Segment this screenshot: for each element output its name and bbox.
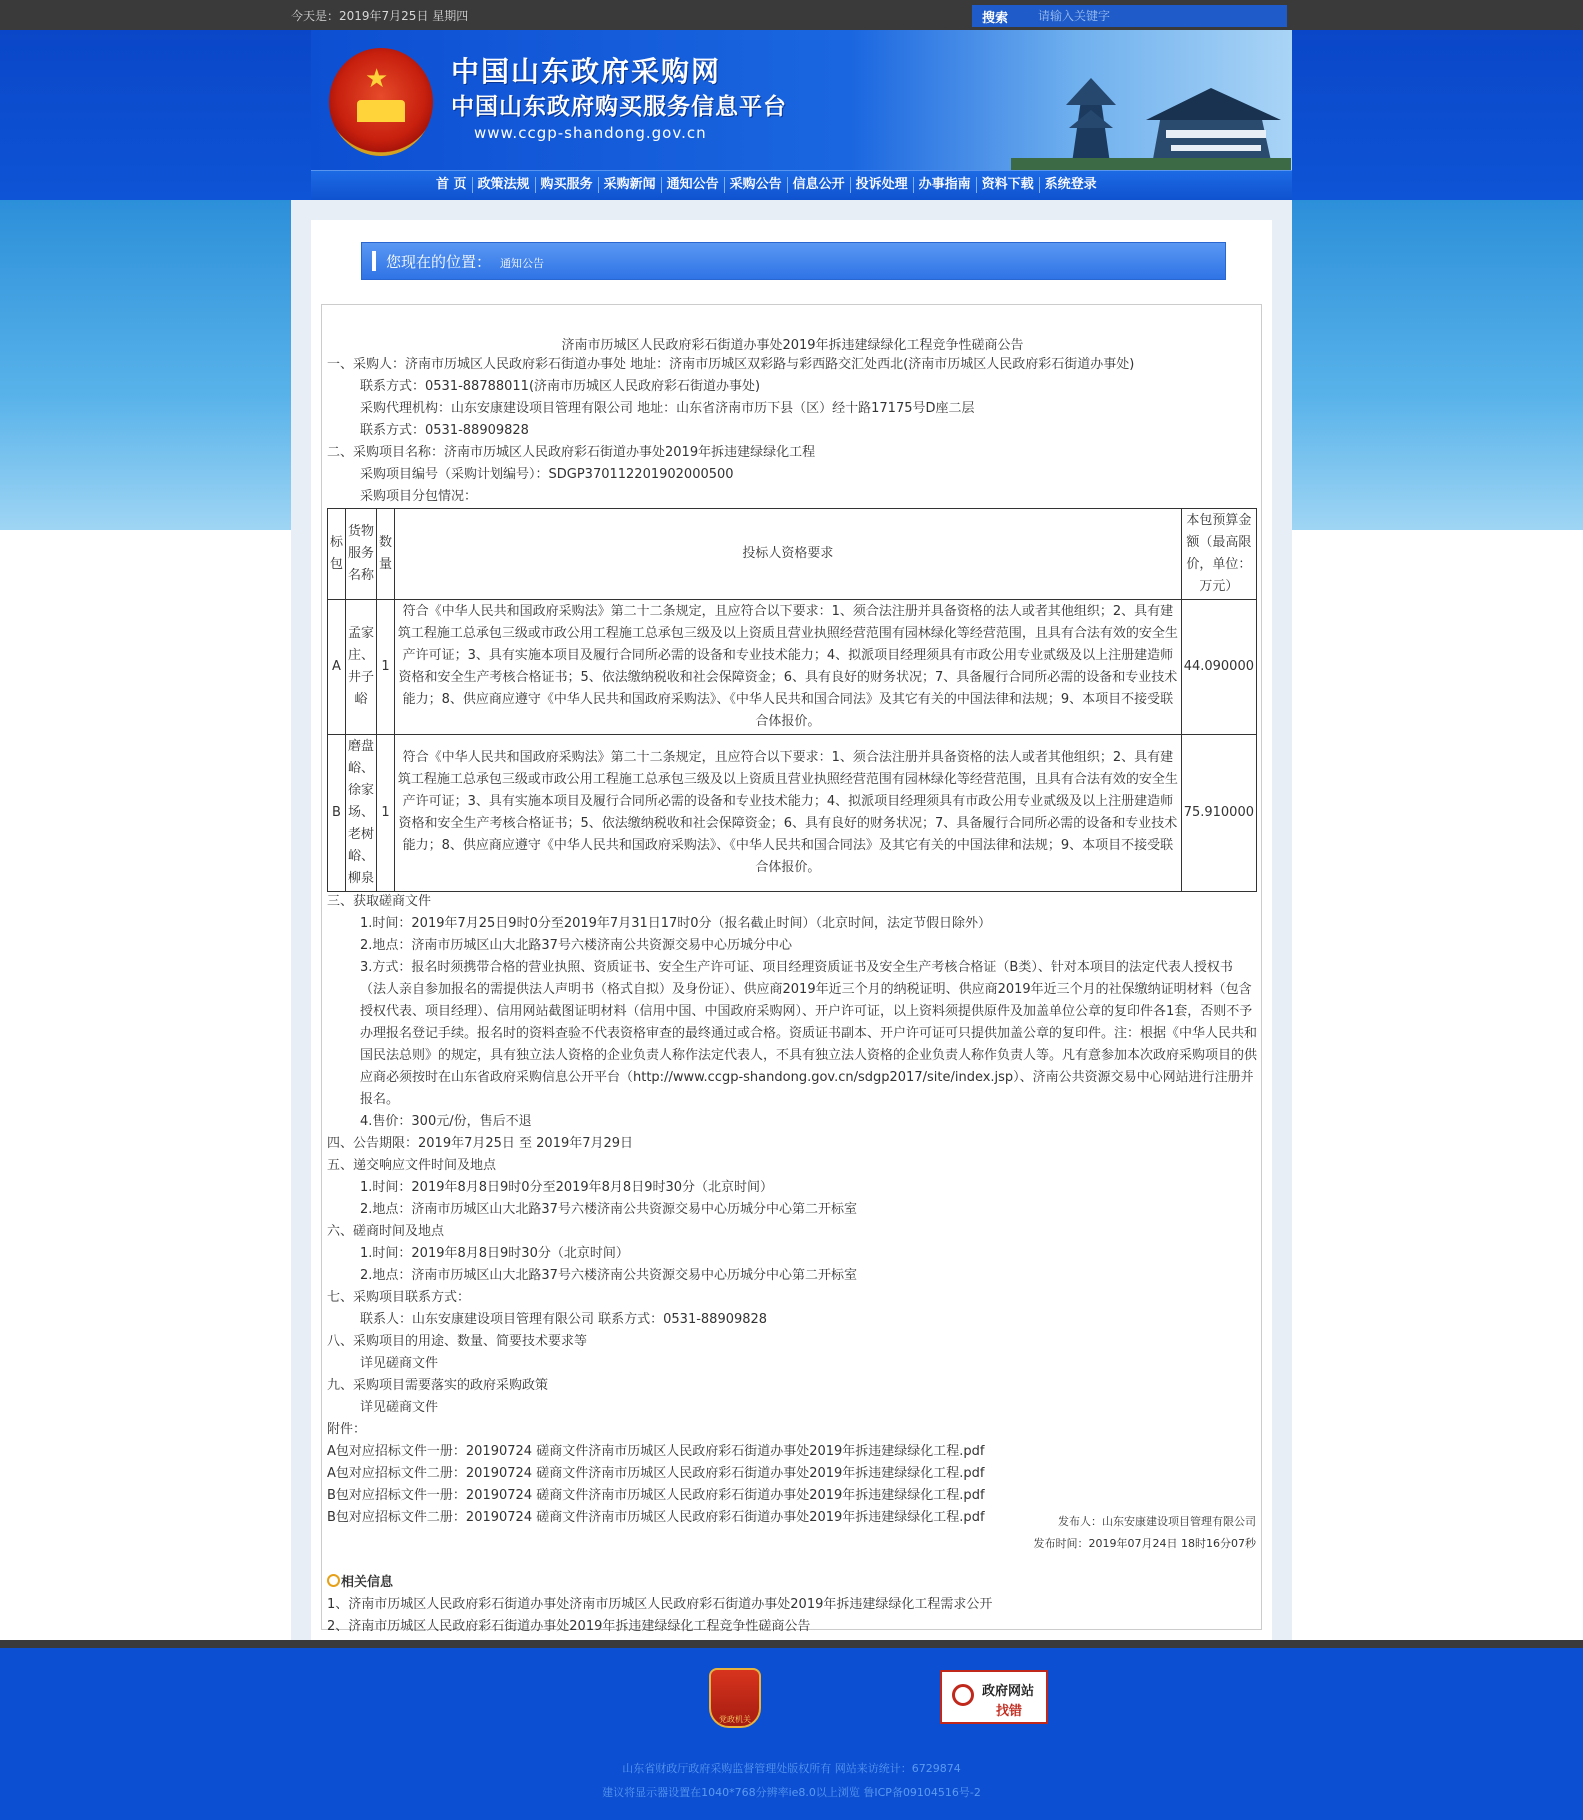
current-date: 今天是：2019年7月25日 星期四 (291, 9, 469, 23)
nav-item[interactable]: 政策法规 (473, 177, 536, 193)
pagoda-illustration (1011, 40, 1291, 170)
nav-item[interactable]: 采购新闻 (599, 177, 662, 193)
nav-item[interactable]: 办事指南 (914, 177, 977, 193)
announcement-body (321, 304, 1262, 1634)
search-input[interactable] (1032, 6, 1282, 26)
announcement-line: 采购项目编号（采购计划编号）：SDGP370112201902000500 (360, 467, 734, 482)
announcement-line: 1.时间：2019年8月8日9时30分（北京时间） (360, 1246, 629, 1261)
table-cell-req: 符合《中华人民共和国政府采购法》第二十二条规定，且应符合以下要求：1、须合法注册并具备资格的法人或者其他组织；2、具有建筑工程施工总承包三级或市政公用工程施工总承包三级及以上资质且营业执照经营范围有园林绿化等经营范围，且具有合法有效的安全生产许可证；3、具有实施本项目及履行合同所必需的设备和专业技术能力；4、拟派项目经理须具有市政公用专业贰级及以上注册建造师资格和安全生产考核合格证书；5、依法缴纳税收和社会保障资金；6、具有良好的财务状况；7、具备履行合同所必需的设备和专业技术能力；8、供应商应遵守《中华人民共和国政府采购法》、《中华人民共和国合同法》及其它有关的中国法律和法规；9、本项目不接受联合体报价。 (395, 735, 1182, 892)
table-header-cell: 标包 (328, 509, 346, 600)
national-emblem-icon: ★ (329, 48, 433, 156)
announcement-line: 四、公告期限：2019年7月25日 至 2019年7月29日 (327, 1136, 634, 1151)
announcement-line: 采购项目分包情况： (360, 489, 478, 504)
announcement-line: 1.时间：2019年8月8日9时0分至2019年8月8日9时30分（北京时间） (360, 1180, 774, 1195)
nav-item[interactable]: 投诉处理 (851, 177, 914, 193)
announcement-line: 三、获取磋商文件 (327, 894, 432, 909)
announcement-line: 联系方式：0531-88909828 (360, 423, 529, 438)
nav-item[interactable]: 首 页 (431, 177, 473, 193)
announcement-line: 2.地点：济南市历城区山大北路37号六楼济南公共资源交易中心历城分中心第二开标室 (360, 1268, 857, 1283)
table-cell-name: 孟家庄、井子峪 (346, 600, 377, 735)
nav-item[interactable]: 系统登录 (1044, 177, 1097, 192)
site-subtitle: 中国山东政府购买服务信息平台 (451, 94, 787, 120)
announcement-line: 二、采购项目名称：济南市历城区人民政府彩石街道办事处2019年拆违建绿绿化工程 (327, 445, 816, 460)
announcement-line: 采购代理机构：山东安康建设项目管理有限公司 地址：山东省济南市历下县（区）经十路17175号D座二层 (360, 401, 975, 416)
breadcrumb-location[interactable]: 通知公告 (500, 257, 544, 270)
nav-item[interactable]: 通知公告 (662, 177, 725, 193)
related-link[interactable]: 2、济南市历城区人民政府彩石街道办事处2019年拆违建绿绿化工程竞争性磋商公告 (327, 1619, 811, 1634)
nav-item[interactable]: 购买服务 (536, 177, 599, 193)
nav-item[interactable]: 采购公告 (725, 177, 788, 193)
announcement-line: 八、采购项目的用途、数量、简要技术要求等 (327, 1334, 588, 1349)
breadcrumb (361, 242, 1226, 280)
related-link[interactable]: 1、济南市历城区人民政府彩石街道办事处济南市历城区人民政府彩石街道办事处2019年拆违建绿绿化工程需求公开 (327, 1597, 993, 1612)
table-cell-qty: 1 (377, 600, 395, 735)
site-url: www.ccgp-shandong.gov.cn (474, 124, 707, 142)
gov-website-error-report-button[interactable]: 政府网站 找错 (940, 1670, 1048, 1724)
nav-item[interactable]: 资料下载 (977, 177, 1040, 193)
announcement-line: 七、采购项目联系方式： (327, 1290, 471, 1305)
announcement-line: 附件： (327, 1422, 367, 1437)
table-header-cell: 本包预算金额（最高限价，单位：万元） (1181, 509, 1256, 600)
announcement-line: 1.时间：2019年7月25日9时0分至2019年7月31日17时0分（报名截止时间）（北京时间，法定节假日除外） (360, 916, 992, 931)
announcement-line: 五、递交响应文件时间及地点 (327, 1158, 497, 1173)
announcement-line: 一、采购人：济南市历城区人民政府彩石街道办事处 地址：济南市历城区双彩路与彩西路交汇处西北(济南市历城区人民政府彩石街道办事处) (327, 357, 1135, 372)
site-title: 中国山东政府采购网 (451, 55, 722, 88)
nav-item[interactable]: 信息公开 (788, 177, 851, 193)
table-cell-req: 符合《中华人民共和国政府采购法》第二十二条规定，且应符合以下要求：1、须合法注册并具备资格的法人或者其他组织；2、具有建筑工程施工总承包三级或市政公用工程施工总承包三级及以上资质且营业执照经营范围有园林绿化等经营范围，且具有合法有效的安全生产许可证；3、具有实施本项目及履行合同所必需的设备和专业技术能力；4、拟派项目经理须具有市政公用专业贰级及以上注册建造师资格和安全生产考核合格证书；5、依法缴纳税收和社会保障资金；6、具有良好的财务状况；7、具备履行合同所必需的设备和专业技术能力；8、供应商应遵守《中华人民共和国政府采购法》、《中华人民共和国合同法》及其它有关的中国法律和法规；9、本项目不接受联合体报价。 (395, 600, 1182, 735)
table-cell-pkg: B (328, 735, 346, 892)
table-cell-budget: 75.910000 (1181, 735, 1256, 892)
top-bar (0, 0, 1583, 30)
table-header-cell: 数量 (377, 509, 395, 600)
table-header-cell: 投标人资格要求 (395, 509, 1182, 600)
announcement-line: 2.地点：济南市历城区山大北路37号六楼济南公共资源交易中心历城分中心 (360, 938, 792, 953)
announcement-line: 联系人：山东安康建设项目管理有限公司 联系方式：0531-88909828 (360, 1312, 768, 1327)
footer-copyright: 山东省财政厅政府采购监督管理处版权所有 网站来访统计：6729874 (622, 1762, 961, 1775)
announcement-title: 济南市历城区人民政府彩石街道办事处2019年拆违建绿绿化工程竞争性磋商公告 (561, 338, 1024, 353)
content-frame (291, 200, 1292, 1640)
party-gov-seal-icon[interactable]: 党政机关 (709, 1668, 761, 1728)
table-cell-qty: 1 (377, 735, 395, 892)
announcement-line: 3.方式：报名时须携带合格的营业执照、资质证书、安全生产许可证、项目经理资质证书及安全生产考核合格证（B类）、针对本项目的法定代表人授权书（法人亲自参加报名的需提供法人声明书（格式自拟）及身份证）、供应商2019年近三个月的纳税证明、供应商2019年近三个月的社保缴纳证明材料（包含授权代表、项目经理）、信用网站截图证明材料（信用中国、中国政府采购网）、开户许可证，以上资料须提供原件及加盖单位公章的复印件各1套，否则不予办理报名登记手续。报名时的资料查验不代表资格审查的最终通过或合格。资质证书副本、开户许可证可只提供加盖公章的复印件。注：根据《中华人民共和国民法总则》的规定，具有独立法人资格的企业负责人称作法定代表人，不具有独立法人资格的企业负责人称作负责人等。凡有意参加本次政府采购项目的供应商必须按时在山东省政府采购信息公开平台（http://www.ccgp-shandong.gov.cn/sdgp2017/site/index.jsp）、济南公共资源交易中心网站进行注册并报名。 (360, 960, 1258, 1107)
package-table (327, 508, 1257, 892)
magnifier-icon (952, 1684, 974, 1706)
announcement-line: 2.地点：济南市历城区山大北路37号六楼济南公共资源交易中心历城分中心第二开标室 (360, 1202, 857, 1217)
table-header-row (328, 509, 1257, 600)
site-banner (311, 30, 1292, 170)
table-cell-pkg: A (328, 600, 346, 735)
announcement-line: 九、采购项目需要落实的政府采购政策 (327, 1378, 549, 1393)
announcement-line: 4.售价：300元/份，售后不退 (360, 1114, 532, 1129)
related-info (327, 1571, 1257, 1638)
announcement-line[interactable]: B包对应招标文件一册：20190724 磋商文件济南市历城区人民政府彩石街道办事处2019年拆违建绿绿化工程.pdf (327, 1488, 985, 1503)
announcement-line[interactable]: A包对应招标文件二册：20190724 磋商文件济南市历城区人民政府彩石街道办事处2019年拆违建绿绿化工程.pdf (327, 1466, 985, 1481)
footer-icp: 建议将显示器设置在1040*768分辨率ie8.0以上浏览 鲁ICP备09104516号-2 (602, 1786, 981, 1799)
breadcrumb-label: 您现在的位置： (386, 253, 492, 271)
table-cell-budget: 44.090000 (1181, 600, 1256, 735)
announcement-line: 联系方式：0531-88788011(济南市历城区人民政府彩石街道办事处) (360, 379, 761, 394)
table-cell-name: 磨盘峪、徐家场、老树峪、柳泉 (346, 735, 377, 892)
announcement-line[interactable]: B包对应招标文件二册：20190724 磋商文件济南市历城区人民政府彩石街道办事处2019年拆违建绿绿化工程.pdf (327, 1510, 985, 1525)
search-label[interactable]: 搜索 (982, 11, 1009, 26)
publisher: 发布人：山东安康建设项目管理有限公司 (1058, 1515, 1256, 1528)
announcement-line[interactable]: A包对应招标文件一册：20190724 磋商文件济南市历城区人民政府彩石街道办事处2019年拆违建绿绿化工程.pdf (327, 1444, 985, 1459)
announcement-line: 六、磋商时间及地点 (327, 1224, 445, 1239)
search-box (972, 5, 1287, 27)
announcement-line: 详见磋商文件 (360, 1400, 439, 1415)
table-header-cell: 货物服务名称 (346, 509, 377, 600)
related-heading: 相关信息 (327, 1571, 1257, 1590)
table-row (328, 735, 1257, 892)
publish-time: 发布时间：2019年07月24日 18时16分07秒 (1033, 1537, 1256, 1550)
footer (0, 1640, 1583, 1820)
main-nav (311, 170, 1292, 200)
announcement-line: 详见磋商文件 (360, 1356, 439, 1371)
table-row (328, 600, 1257, 735)
